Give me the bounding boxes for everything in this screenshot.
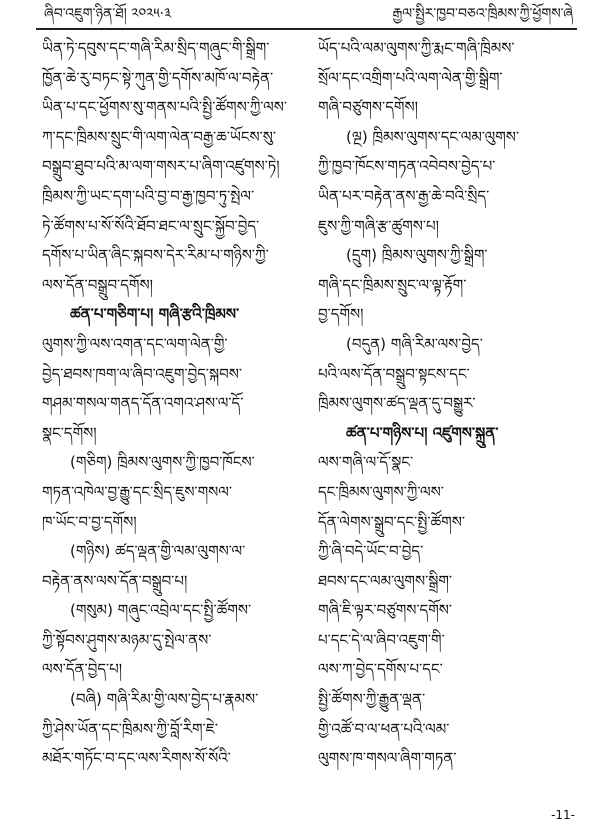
text-line: ཇུས་ཀྱི་གཞི་རྩ་ཚུགས་པ། bbox=[318, 216, 440, 235]
text-line: ཁྲིམས་ཀྱི་ཡང་དག་པའི་བྱ་བ་རྒྱ་ཁྱབ་ཏུ་སྤེལ་ bbox=[42, 186, 255, 205]
text-line: ཡིན་པ་དང་ཕྱོགས་སུ་གནས་པའི་སྤྱི་ཚོགས་ཀྱི་ལས་ bbox=[42, 98, 287, 117]
text-line: མཐོར་གཏོང་བ་དང་ལས་རིགས་སོ་སོའི་ bbox=[42, 749, 231, 768]
text-line: ལུགས་ཀྱི་ལས་འགན་དང་ལག་ལེན་གྱི་ bbox=[42, 334, 228, 353]
text-line: དོན་ལེགས་སྒྲུབ་དང་སྤྱི་ཚོགས་ bbox=[318, 512, 465, 531]
text-line: གཞི་བཙུགས་དགོས། bbox=[318, 98, 418, 117]
text-line: ཁྱོན་ཆེ་རུ་བཏང་སྟེ་ཀུན་གྱི་དགོས་མཁོ་ལ་བརྟེན་ bbox=[42, 68, 274, 87]
text-line: སྤྱི་ཚོགས་ཀྱི་རྒྱུན་ལྡན་ bbox=[318, 690, 426, 709]
text-line: བྱ་དགོས། bbox=[318, 305, 364, 324]
page-number: -11- bbox=[551, 808, 575, 822]
article-title-header: རྒྱལ་སྤྱིར་ཁྱབ་བཅའ་ཁྲིམས་ཀྱི་ཕྱོགས་ཞེ bbox=[392, 6, 573, 22]
list-item: (བདུན) གཞི་རིམ་ལས་བྱེད་ bbox=[346, 334, 483, 353]
text-line: ཀ་དང་ཁྲིམས་སྲུང་གི་ལག་ལེན་བརྒྱ་ཆ་ཡོངས་སུ་ bbox=[42, 127, 277, 146]
list-item: (གཅིག) ཁྲིམས་ལུགས་ཀྱི་ཁྱབ་ཁོངས་ bbox=[70, 453, 255, 472]
text-line: ལུགས་ཁ་གསལ་ཞིག་གཏན་ bbox=[318, 749, 457, 768]
text-line: བརྟེན་ནས་ལས་དོན་བསྒྲུབ་པ། bbox=[42, 571, 188, 590]
text-line: ལས་དོན་བྱེད་པ། bbox=[42, 660, 123, 679]
list-item: (བཞི) གཞི་རིམ་གྱི་ལས་བྱེད་པ་རྣམས་ bbox=[70, 690, 259, 709]
text-line: ཀྱི་ཤེས་ཡོན་དང་ཁྲིམས་ཀྱི་བློ་རིག་ཇེ་ bbox=[42, 719, 219, 738]
text-line: གྱི་འཚོ་བ་ལ་ཕན་པའི་ལམ་ bbox=[318, 719, 450, 738]
section-heading: ཚན་པ་གཅིག་པ། གཞི་རྩའི་ཁྲིམས་ bbox=[70, 305, 240, 324]
text-line: ཀྱི་ཁྱབ་ཁོངས་གཏན་འབེབས་བྱེད་པ་ bbox=[318, 157, 496, 176]
text-line: དགོས་པ་ཡིན་ཞིང་སྐབས་དེར་རིམ་པ་གཉིས་ཀྱི་ bbox=[42, 246, 269, 265]
text-line: གཞི་ཇི་ལྟར་བཙུགས་དགོས་ bbox=[318, 601, 453, 620]
text-line: ཀྱི་ཞི་བདེ་ཡོང་བ་བྱེད་ bbox=[318, 542, 424, 561]
text-line: བསྒྲུབ་ཐུབ་པའི་མ་ལག་གསར་པ་ཞིག་འཛུགས་ཏེ། bbox=[42, 157, 280, 176]
left-column bbox=[42, 34, 304, 794]
section-heading: ཚན་པ་གཉིས་པ། འཛུགས་སྐྲུན་ bbox=[346, 423, 499, 442]
text-line: སྣང་དགོས། bbox=[42, 423, 97, 442]
list-item: (དྲུག) ཁྲིམས་ལུགས་ཀྱི་སྒྲིག་ bbox=[346, 246, 488, 265]
list-item: (གཉིས) ཚད་ལྡན་གྱི་ལམ་ལུགས་ལ་ bbox=[70, 542, 246, 561]
text-line: ཏེ་ཚོགས་པ་སོ་སོའི་ཐོབ་ཐང་ལ་སྲུང་སྐྱོབ་བྱེད་ bbox=[42, 216, 260, 235]
text-line: གཏན་འཁེལ་བྱ་རྒྱུ་དང་སྲིད་ཇུས་གསལ་ bbox=[42, 482, 233, 501]
text-line: ལས་གཞི་ལ་དོ་སྣང་ bbox=[318, 453, 414, 472]
text-line: པའི་ལས་དོན་བསྒྲུབ་སྟངས་དང་ bbox=[318, 364, 470, 383]
journal-header: ཞིབ་འཇུག་ཉིན་ཐོ། ༢༠༢༥·༣ bbox=[44, 6, 172, 22]
text-line: ལས་ཀ་བྱེད་དགོས་པ་དང་ bbox=[318, 660, 443, 679]
text-line: ཁྲིམས་ལུགས་ཚད་ལྡན་དུ་བསྒྱུར་ bbox=[318, 394, 476, 413]
text-line: ཡིན་ཏེ་དབུས་དང་གཞི་རིམ་སྲིད་གཞུང་གི་སྒྲིག་ bbox=[42, 39, 270, 57]
text-line: གཤམ་གསལ་གནད་དོན་འགའ་ཤས་ལ་དོ་ bbox=[42, 394, 244, 413]
text-line: པ་དང་དེ་ལ་ཞིབ་འཇུག་གི་ bbox=[318, 630, 445, 649]
text-line: ཐབས་དང་ལམ་ལུགས་སྒྲིག་ bbox=[318, 571, 453, 590]
text-line: བྱེད་ཐབས་ཁག་ལ་ཞིབ་འཇུག་བྱེད་སྐབས་ bbox=[42, 364, 243, 383]
text-line: སྲོལ་དང་འགྲིག་པའི་ལག་ལེན་གྱི་སྒྲིག་ bbox=[318, 68, 503, 87]
text-line: ཡིན་པར་བརྟེན་ནས་རྒྱ་ཆེ་བའི་སྲིད་ bbox=[318, 186, 490, 205]
text-line: གཞི་དང་ཁྲིམས་སྲུང་ལ་ལྟ་རྟོག་ bbox=[318, 275, 467, 294]
text-line: དང་ཁྲིམས་ལུགས་ཀྱི་ལས་ bbox=[318, 482, 444, 501]
list-item: (ལྔ) ཁྲིམས་ལུགས་དང་ལམ་ལུགས་ bbox=[346, 127, 520, 146]
text-line: ཡོད་པའི་ལམ་ལུགས་ཀྱི་རྨང་གཞི་ཁྲིམས་ bbox=[318, 39, 515, 57]
text-line: ལས་དོན་བསྒྲུབ་དགོས། bbox=[42, 275, 153, 294]
text-line: ཀྱི་སྟོབས་ཤུགས་མཉམ་དུ་སྤེལ་ནས་ bbox=[42, 630, 212, 649]
list-item: (གསུམ) གཞུང་འབྲེལ་དང་སྤྱི་ཚོགས་ bbox=[70, 601, 252, 620]
header-divider bbox=[36, 28, 577, 30]
right-column bbox=[318, 34, 580, 794]
text-line: ཁ་ཡོང་བ་བྱ་དགོས། bbox=[42, 512, 137, 531]
